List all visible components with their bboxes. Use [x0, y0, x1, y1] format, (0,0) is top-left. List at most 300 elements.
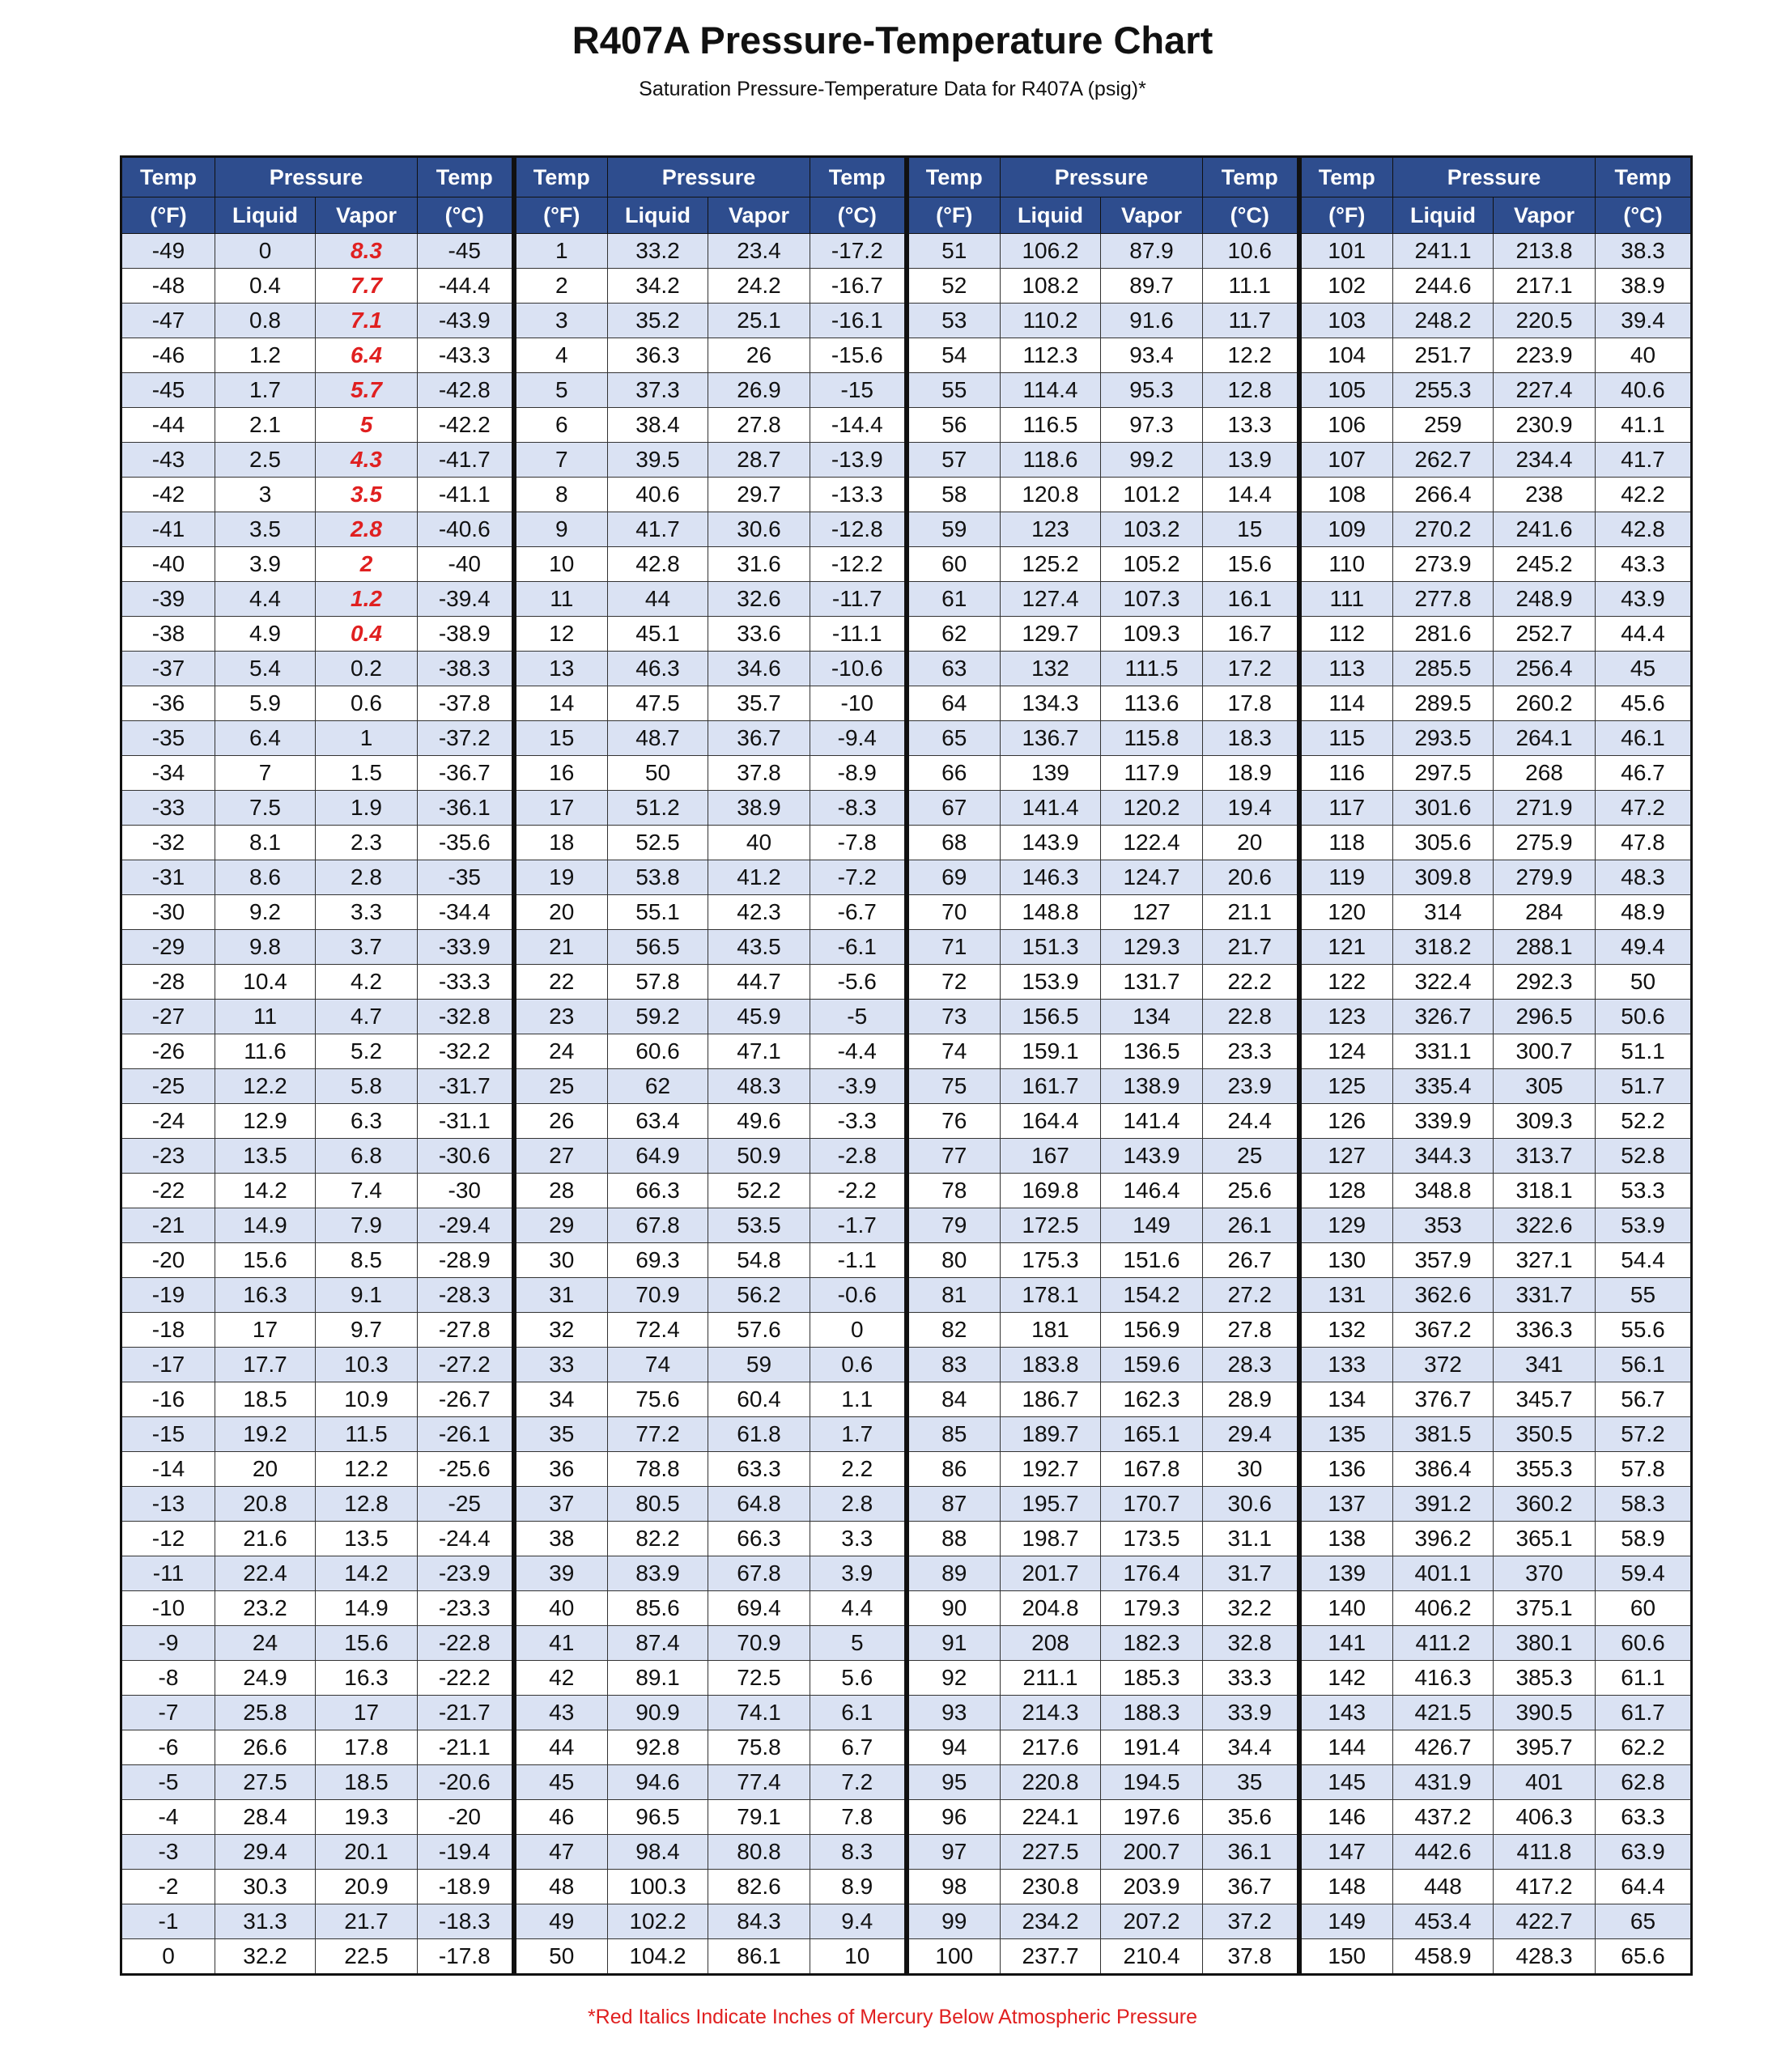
cell-vapor: 2	[316, 547, 418, 582]
cell-liquid: 94.6	[608, 1765, 708, 1800]
cell-temp-c: 62.8	[1596, 1765, 1692, 1800]
cell-vapor: 188.3	[1101, 1696, 1203, 1730]
cell-vapor: 173.5	[1101, 1522, 1203, 1556]
cell-vapor: 9.7	[316, 1313, 418, 1348]
cell-liquid: 178.1	[1001, 1278, 1101, 1313]
cell-temp-c: 50	[1596, 965, 1692, 1000]
cell-vapor: 82.6	[708, 1870, 810, 1904]
cell-liquid: 40.6	[608, 478, 708, 512]
cell-temp-c: 19.4	[1203, 791, 1299, 826]
cell-temp-c: 53.9	[1596, 1208, 1692, 1243]
cell-liquid: 208	[1001, 1626, 1101, 1661]
cell-liquid: 27.5	[215, 1765, 316, 1800]
cell-temp-c: 43.9	[1596, 582, 1692, 617]
cell-temp-f: 45	[514, 1765, 608, 1800]
cell-vapor: 20.9	[316, 1870, 418, 1904]
cell-temp-c: 33.3	[1203, 1661, 1299, 1696]
cell-liquid: 8.6	[215, 860, 316, 895]
cell-temp-f: 5	[514, 373, 608, 408]
cell-vapor: 220.5	[1494, 304, 1596, 338]
cell-temp-f: 128	[1299, 1174, 1393, 1208]
cell-temp-c: 4.4	[810, 1591, 907, 1626]
cell-vapor: 417.2	[1494, 1870, 1596, 1904]
cell-vapor: 26	[708, 338, 810, 373]
cell-temp-f: 136	[1299, 1452, 1393, 1487]
cell-liquid: 38.4	[608, 408, 708, 443]
cell-temp-c: 52.8	[1596, 1139, 1692, 1174]
cell-temp-c: -5	[810, 1000, 907, 1034]
cell-liquid: 62	[608, 1069, 708, 1104]
cell-liquid: 129.7	[1001, 617, 1101, 652]
cell-temp-f: 140	[1299, 1591, 1393, 1626]
table-row	[121, 1139, 1692, 1174]
cell-vapor: 72.5	[708, 1661, 810, 1696]
cell-temp-c: -42.8	[418, 373, 514, 408]
table-row	[121, 1452, 1692, 1487]
cell-temp-c: 1.7	[810, 1417, 907, 1452]
cell-liquid: 37.3	[608, 373, 708, 408]
cell-temp-f: 11	[514, 582, 608, 617]
cell-vapor: 2.8	[316, 512, 418, 547]
cell-temp-f: -32	[121, 826, 215, 860]
cell-temp-c: -16.1	[810, 304, 907, 338]
cell-vapor: 34.6	[708, 652, 810, 686]
cell-temp-f: -4	[121, 1800, 215, 1835]
cell-vapor: 151.6	[1101, 1243, 1203, 1278]
cell-liquid: 35.2	[608, 304, 708, 338]
cell-liquid: 30.3	[215, 1870, 316, 1904]
cell-liquid: 32.2	[215, 1939, 316, 1975]
cell-liquid: 357.9	[1393, 1243, 1494, 1278]
cell-vapor: 67.8	[708, 1556, 810, 1591]
cell-liquid: 353	[1393, 1208, 1494, 1243]
cell-vapor: 341	[1494, 1348, 1596, 1382]
header-temp-f: Temp	[1299, 157, 1393, 197]
cell-temp-c: -43.9	[418, 304, 514, 338]
cell-liquid: 7	[215, 756, 316, 791]
cell-liquid: 19.2	[215, 1417, 316, 1452]
cell-liquid: 106.2	[1001, 234, 1101, 269]
cell-temp-c: 32.8	[1203, 1626, 1299, 1661]
cell-temp-c: -31.7	[418, 1069, 514, 1104]
cell-temp-f: 26	[514, 1104, 608, 1139]
cell-temp-c: 56.1	[1596, 1348, 1692, 1382]
cell-temp-c: 7.8	[810, 1800, 907, 1835]
cell-temp-f: 55	[907, 373, 1001, 408]
cell-temp-c: -2.2	[810, 1174, 907, 1208]
header-temp-f: Temp	[907, 157, 1001, 197]
cell-temp-c: -2.8	[810, 1139, 907, 1174]
cell-liquid: 161.7	[1001, 1069, 1101, 1104]
cell-vapor: 15.6	[316, 1626, 418, 1661]
cell-vapor: 18.5	[316, 1765, 418, 1800]
cell-vapor: 256.4	[1494, 652, 1596, 686]
cell-temp-f: 50	[514, 1939, 608, 1975]
cell-temp-f: 8	[514, 478, 608, 512]
header-liquid: Liquid	[1001, 197, 1101, 234]
cell-liquid: 29.4	[215, 1835, 316, 1870]
cell-temp-c: 59.4	[1596, 1556, 1692, 1591]
cell-liquid: 8.1	[215, 826, 316, 860]
cell-vapor: 47.1	[708, 1034, 810, 1069]
cell-temp-c: -9.4	[810, 721, 907, 756]
cell-temp-c: -7.2	[810, 860, 907, 895]
cell-vapor: 8.3	[316, 234, 418, 269]
cell-vapor: 300.7	[1494, 1034, 1596, 1069]
cell-temp-c: 22.2	[1203, 965, 1299, 1000]
cell-temp-c: 15	[1203, 512, 1299, 547]
table-row	[121, 582, 1692, 617]
cell-liquid: 31.3	[215, 1904, 316, 1939]
cell-temp-c: -3.3	[810, 1104, 907, 1139]
cell-vapor: 31.6	[708, 547, 810, 582]
cell-vapor: 309.3	[1494, 1104, 1596, 1139]
cell-vapor: 124.7	[1101, 860, 1203, 895]
cell-temp-f: 17	[514, 791, 608, 826]
cell-vapor: 305	[1494, 1069, 1596, 1104]
header-temp-c: Temp	[1203, 157, 1299, 197]
cell-temp-c: 45.6	[1596, 686, 1692, 721]
cell-liquid: 39.5	[608, 443, 708, 478]
cell-liquid: 42.8	[608, 547, 708, 582]
cell-vapor: 345.7	[1494, 1382, 1596, 1417]
cell-temp-c: -41.1	[418, 478, 514, 512]
cell-vapor: 149	[1101, 1208, 1203, 1243]
cell-liquid: 23.2	[215, 1591, 316, 1626]
table-row	[121, 1730, 1692, 1765]
cell-liquid: 255.3	[1393, 373, 1494, 408]
cell-vapor: 113.6	[1101, 686, 1203, 721]
header-row-bottom	[121, 197, 1692, 234]
cell-vapor: 182.3	[1101, 1626, 1203, 1661]
cell-liquid: 309.8	[1393, 860, 1494, 895]
header-vapor: Vapor	[708, 197, 810, 234]
cell-vapor: 2.3	[316, 826, 418, 860]
cell-temp-c: -30	[418, 1174, 514, 1208]
footnote: *Red Italics Indicate Inches of Mercury Below Atmospheric Pressure	[587, 2006, 1198, 2028]
cell-vapor: 111.5	[1101, 652, 1203, 686]
cell-liquid: 266.4	[1393, 478, 1494, 512]
cell-temp-c: 46.1	[1596, 721, 1692, 756]
cell-vapor: 422.7	[1494, 1904, 1596, 1939]
cell-temp-c: 9.4	[810, 1904, 907, 1939]
cell-temp-c: 28.9	[1203, 1382, 1299, 1417]
table-row	[121, 1870, 1692, 1904]
cell-liquid: 74	[608, 1348, 708, 1382]
cell-liquid: 372	[1393, 1348, 1494, 1382]
cell-temp-c: -35.6	[418, 826, 514, 860]
cell-temp-c: 27.8	[1203, 1313, 1299, 1348]
cell-liquid: 46.3	[608, 652, 708, 686]
cell-temp-c: -6.7	[810, 895, 907, 930]
cell-liquid: 2.1	[215, 408, 316, 443]
cell-temp-c: -15.6	[810, 338, 907, 373]
cell-liquid: 301.6	[1393, 791, 1494, 826]
cell-vapor: 127	[1101, 895, 1203, 930]
cell-temp-c: 14.4	[1203, 478, 1299, 512]
cell-temp-c: -33.3	[418, 965, 514, 1000]
cell-temp-f: 46	[514, 1800, 608, 1835]
header-unit-c: (°C)	[1203, 197, 1299, 234]
table-row	[121, 1348, 1692, 1382]
cell-liquid: 0	[215, 234, 316, 269]
cell-temp-c: 17.2	[1203, 652, 1299, 686]
table-row	[121, 930, 1692, 965]
cell-liquid: 220.8	[1001, 1765, 1101, 1800]
cell-liquid: 335.4	[1393, 1069, 1494, 1104]
cell-temp-c: 52.2	[1596, 1104, 1692, 1139]
cell-vapor: 3.7	[316, 930, 418, 965]
cell-vapor: 380.1	[1494, 1626, 1596, 1661]
cell-temp-f: 9	[514, 512, 608, 547]
cell-liquid: 21.6	[215, 1522, 316, 1556]
cell-temp-f: 131	[1299, 1278, 1393, 1313]
cell-temp-f: 103	[1299, 304, 1393, 338]
cell-liquid: 391.2	[1393, 1487, 1494, 1522]
cell-vapor: 1	[316, 721, 418, 756]
cell-temp-c: -11.7	[810, 582, 907, 617]
cell-temp-c: 5	[810, 1626, 907, 1661]
cell-temp-f: 63	[907, 652, 1001, 686]
cell-liquid: 34.2	[608, 269, 708, 304]
cell-liquid: 4.9	[215, 617, 316, 652]
cell-vapor: 25.1	[708, 304, 810, 338]
cell-temp-c: 65	[1596, 1904, 1692, 1939]
cell-liquid: 0.8	[215, 304, 316, 338]
cell-liquid: 195.7	[1001, 1487, 1101, 1522]
cell-vapor: 4.3	[316, 443, 418, 478]
cell-vapor: 28.7	[708, 443, 810, 478]
cell-vapor: 131.7	[1101, 965, 1203, 1000]
cell-temp-f: -47	[121, 304, 215, 338]
cell-temp-c: 57.2	[1596, 1417, 1692, 1452]
cell-liquid: 11	[215, 1000, 316, 1034]
cell-vapor: 279.9	[1494, 860, 1596, 895]
cell-liquid: 18.5	[215, 1382, 316, 1417]
cell-temp-f: 12	[514, 617, 608, 652]
cell-liquid: 24	[215, 1626, 316, 1661]
cell-vapor: 29.7	[708, 478, 810, 512]
cell-vapor: 6.3	[316, 1104, 418, 1139]
cell-vapor: 105.2	[1101, 547, 1203, 582]
cell-vapor: 385.3	[1494, 1661, 1596, 1696]
cell-temp-f: 19	[514, 860, 608, 895]
cell-liquid: 52.5	[608, 826, 708, 860]
table-row	[121, 1034, 1692, 1069]
cell-temp-f: 75	[907, 1069, 1001, 1104]
cell-temp-f: -29	[121, 930, 215, 965]
cell-liquid: 169.8	[1001, 1174, 1101, 1208]
cell-vapor: 91.6	[1101, 304, 1203, 338]
cell-temp-f: 52	[907, 269, 1001, 304]
cell-temp-f: 121	[1299, 930, 1393, 965]
cell-vapor: 336.3	[1494, 1313, 1596, 1348]
cell-vapor: 138.9	[1101, 1069, 1203, 1104]
cell-vapor: 20.1	[316, 1835, 418, 1870]
cell-vapor: 292.3	[1494, 965, 1596, 1000]
cell-liquid: 104.2	[608, 1939, 708, 1975]
cell-vapor: 2.8	[316, 860, 418, 895]
cell-temp-c: -27.8	[418, 1313, 514, 1348]
cell-liquid: 120.8	[1001, 478, 1101, 512]
cell-temp-f: -2	[121, 1870, 215, 1904]
cell-liquid: 70.9	[608, 1278, 708, 1313]
cell-liquid: 259	[1393, 408, 1494, 443]
cell-temp-f: 84	[907, 1382, 1001, 1417]
cell-temp-f: 64	[907, 686, 1001, 721]
cell-temp-f: 106	[1299, 408, 1393, 443]
cell-temp-f: 73	[907, 1000, 1001, 1034]
cell-vapor: 159.6	[1101, 1348, 1203, 1382]
table-row	[121, 1904, 1692, 1939]
cell-temp-c: -32.2	[418, 1034, 514, 1069]
cell-vapor: 57.6	[708, 1313, 810, 1348]
cell-temp-f: 129	[1299, 1208, 1393, 1243]
cell-vapor: 375.1	[1494, 1591, 1596, 1626]
cell-vapor: 0.4	[316, 617, 418, 652]
cell-liquid: 28.4	[215, 1800, 316, 1835]
cell-vapor: 146.4	[1101, 1174, 1203, 1208]
cell-temp-c: 51.7	[1596, 1069, 1692, 1104]
cell-liquid: 217.6	[1001, 1730, 1101, 1765]
cell-vapor: 197.6	[1101, 1800, 1203, 1835]
cell-temp-f: 104	[1299, 338, 1393, 373]
cell-temp-f: 54	[907, 338, 1001, 373]
cell-temp-c: 20	[1203, 826, 1299, 860]
cell-vapor: 395.7	[1494, 1730, 1596, 1765]
cell-temp-c: 6.7	[810, 1730, 907, 1765]
table-row	[121, 1069, 1692, 1104]
cell-temp-f: 147	[1299, 1835, 1393, 1870]
cell-temp-f: 145	[1299, 1765, 1393, 1800]
cell-temp-c: 7.2	[810, 1765, 907, 1800]
cell-temp-c: -4.4	[810, 1034, 907, 1069]
cell-temp-f: 113	[1299, 652, 1393, 686]
cell-liquid: 110.2	[1001, 304, 1101, 338]
cell-vapor: 5.2	[316, 1034, 418, 1069]
cell-temp-c: 40.6	[1596, 373, 1692, 408]
cell-liquid: 17.7	[215, 1348, 316, 1382]
cell-vapor: 84.3	[708, 1904, 810, 1939]
cell-temp-f: 30	[514, 1243, 608, 1278]
cell-temp-f: -9	[121, 1626, 215, 1661]
cell-liquid: 237.7	[1001, 1939, 1101, 1975]
cell-temp-f: 86	[907, 1452, 1001, 1487]
cell-vapor: 16.3	[316, 1661, 418, 1696]
table-row	[121, 1696, 1692, 1730]
cell-liquid: 55.1	[608, 895, 708, 930]
cell-temp-c: 35	[1203, 1765, 1299, 1800]
cell-temp-c: -13.3	[810, 478, 907, 512]
cell-temp-f: 108	[1299, 478, 1393, 512]
cell-vapor: 5.7	[316, 373, 418, 408]
cell-vapor: 120.2	[1101, 791, 1203, 826]
cell-temp-c: 31.1	[1203, 1522, 1299, 1556]
cell-temp-f: 69	[907, 860, 1001, 895]
cell-vapor: 48.3	[708, 1069, 810, 1104]
cell-temp-c: 42.8	[1596, 512, 1692, 547]
cell-temp-f: 18	[514, 826, 608, 860]
cell-temp-f: 68	[907, 826, 1001, 860]
cell-temp-c: 34.4	[1203, 1730, 1299, 1765]
cell-temp-f: 2	[514, 269, 608, 304]
cell-temp-c: -1.1	[810, 1243, 907, 1278]
cell-vapor: 17.8	[316, 1730, 418, 1765]
cell-temp-c: -22.2	[418, 1661, 514, 1696]
cell-temp-f: 149	[1299, 1904, 1393, 1939]
cell-vapor: 14.2	[316, 1556, 418, 1591]
cell-temp-f: -3	[121, 1835, 215, 1870]
cell-temp-f: -31	[121, 860, 215, 895]
cell-temp-c: 12.8	[1203, 373, 1299, 408]
cell-liquid: 36.3	[608, 338, 708, 373]
cell-liquid: 426.7	[1393, 1730, 1494, 1765]
cell-temp-f: -23	[121, 1139, 215, 1174]
cell-temp-f: 44	[514, 1730, 608, 1765]
table-row	[121, 826, 1692, 860]
cell-liquid: 416.3	[1393, 1661, 1494, 1696]
cell-temp-f: 96	[907, 1800, 1001, 1835]
cell-vapor: 89.7	[1101, 269, 1203, 304]
cell-temp-f: 88	[907, 1522, 1001, 1556]
header-unit-f: (°F)	[1299, 197, 1393, 234]
cell-vapor: 327.1	[1494, 1243, 1596, 1278]
cell-vapor: 52.2	[708, 1174, 810, 1208]
cell-vapor: 103.2	[1101, 512, 1203, 547]
cell-liquid: 143.9	[1001, 826, 1101, 860]
cell-temp-c: -25	[418, 1487, 514, 1522]
cell-liquid: 453.4	[1393, 1904, 1494, 1939]
cell-temp-c: 16.7	[1203, 617, 1299, 652]
cell-temp-f: 133	[1299, 1348, 1393, 1382]
cell-liquid: 90.9	[608, 1696, 708, 1730]
cell-temp-f: 24	[514, 1034, 608, 1069]
cell-temp-f: 58	[907, 478, 1001, 512]
cell-vapor: 27.8	[708, 408, 810, 443]
cell-vapor: 5	[316, 408, 418, 443]
cell-temp-f: 117	[1299, 791, 1393, 826]
cell-vapor: 79.1	[708, 1800, 810, 1835]
cell-vapor: 318.1	[1494, 1174, 1596, 1208]
cell-liquid: 22.4	[215, 1556, 316, 1591]
cell-temp-c: -43.3	[418, 338, 514, 373]
cell-temp-c: -10	[810, 686, 907, 721]
table-row	[121, 1243, 1692, 1278]
cell-temp-c: -25.6	[418, 1452, 514, 1487]
cell-temp-c: 3.9	[810, 1556, 907, 1591]
cell-liquid: 100.3	[608, 1870, 708, 1904]
cell-liquid: 234.2	[1001, 1904, 1101, 1939]
cell-vapor: 203.9	[1101, 1870, 1203, 1904]
cell-vapor: 191.4	[1101, 1730, 1203, 1765]
table-row	[121, 443, 1692, 478]
cell-temp-f: 25	[514, 1069, 608, 1104]
cell-liquid: 92.8	[608, 1730, 708, 1765]
cell-temp-f: -45	[121, 373, 215, 408]
table-row	[121, 1835, 1692, 1870]
cell-vapor: 10.3	[316, 1348, 418, 1382]
header-row-top	[121, 157, 1692, 197]
cell-temp-c: -21.1	[418, 1730, 514, 1765]
cell-temp-c: 38.3	[1596, 234, 1692, 269]
cell-liquid: 362.6	[1393, 1278, 1494, 1313]
cell-liquid: 77.2	[608, 1417, 708, 1452]
cell-liquid: 116.5	[1001, 408, 1101, 443]
cell-temp-f: 51	[907, 234, 1001, 269]
cell-temp-f: 82	[907, 1313, 1001, 1348]
cell-temp-f: -8	[121, 1661, 215, 1696]
cell-liquid: 50	[608, 756, 708, 791]
